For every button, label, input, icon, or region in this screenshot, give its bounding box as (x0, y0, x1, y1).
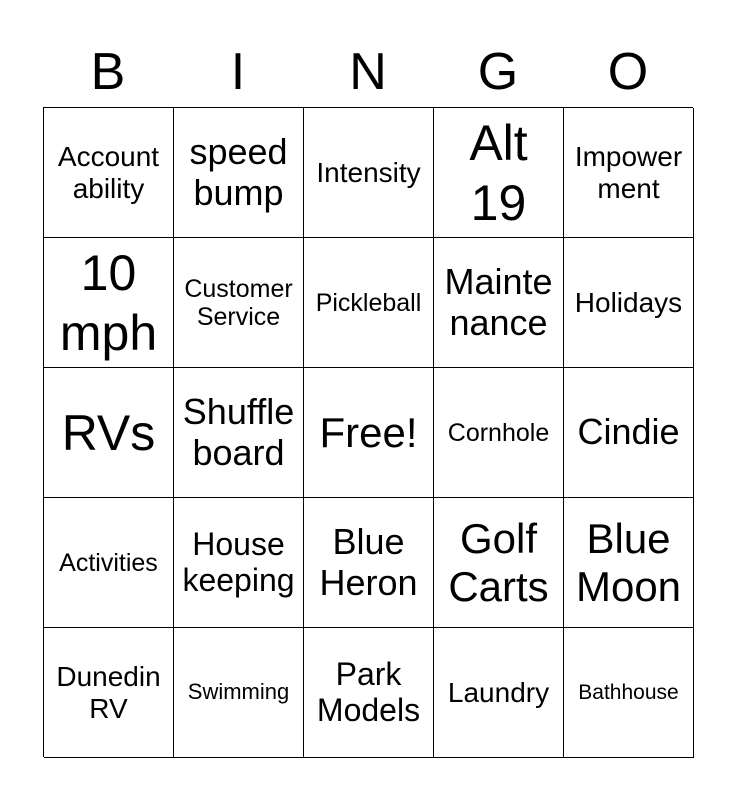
cell-label: Park Models (316, 655, 421, 728)
cell-label: Impower ment (574, 141, 683, 204)
cell-label: Dunedin RV (56, 661, 161, 724)
bingo-cell-r3-c4[interactable] (434, 368, 564, 498)
bingo-cell-r5-c4[interactable] (434, 628, 564, 758)
cell-label: Swimming (187, 679, 290, 705)
bingo-cell-r1-c1[interactable] (44, 108, 174, 238)
header-letter-o: O (607, 43, 649, 101)
bingo-board (43, 107, 693, 757)
cell-label: Bathhouse (578, 680, 679, 704)
bingo-cell-r4-c2[interactable] (174, 498, 304, 628)
bingo-cell-r2-c5[interactable] (564, 238, 694, 368)
bingo-cell-r1-c3[interactable] (304, 108, 434, 238)
bingo-cell-r4-c4[interactable] (434, 498, 564, 628)
bingo-cell-r3-c3[interactable] (304, 368, 434, 498)
cell-label: Holidays (574, 286, 683, 318)
header-letter-b: B (90, 43, 126, 101)
cell-label: Free! (319, 408, 418, 456)
bingo-header (43, 40, 693, 104)
bingo-cell-r5-c3[interactable] (304, 628, 434, 758)
bingo-cell-r2-c4[interactable] (434, 238, 564, 368)
cell-label: House keeping (182, 525, 295, 598)
bingo-cell-r3-c5[interactable] (564, 368, 694, 498)
bingo-cell-r2-c1[interactable] (44, 238, 174, 368)
bingo-cell-r1-c4[interactable] (434, 108, 564, 238)
bingo-cell-r3-c1[interactable] (44, 368, 174, 498)
header-letter-g: G (477, 43, 519, 101)
bingo-cell-r2-c2[interactable] (174, 238, 304, 368)
bingo-cell-r4-c3[interactable] (304, 498, 434, 628)
header-letter-n: N (349, 43, 387, 101)
cell-label: Mainte nance (444, 261, 553, 343)
cell-label: Cindie (577, 411, 680, 453)
bingo-cell-r5-c2[interactable] (174, 628, 304, 758)
cell-label: Blue Moon (575, 515, 682, 610)
cell-label: Golf Carts (448, 515, 549, 610)
bingo-cell-r5-c5[interactable] (564, 628, 694, 758)
cell-label: RVs (61, 404, 156, 461)
cell-label: Intensity (316, 156, 421, 188)
cell-label: Alt 19 (469, 114, 528, 231)
cell-label: Activities (59, 548, 158, 577)
bingo-cell-r2-c3[interactable] (304, 238, 434, 368)
bingo-cell-r3-c2[interactable] (174, 368, 304, 498)
cell-label: Laundry (447, 676, 550, 708)
header-letter-i: I (230, 43, 246, 101)
cell-label: Account ability (57, 141, 160, 204)
cell-label: Blue Heron (319, 521, 418, 603)
cell-label: speed bump (189, 131, 288, 213)
cell-label: 10 mph (59, 244, 158, 361)
cell-label: Shuffle board (182, 391, 295, 473)
cell-label: Pickleball (315, 288, 422, 317)
bingo-cell-r5-c1[interactable] (44, 628, 174, 758)
bingo-cell-r1-c2[interactable] (174, 108, 304, 238)
bingo-cell-r4-c5[interactable] (564, 498, 694, 628)
cell-label: Customer Service (184, 274, 293, 331)
bingo-cell-r1-c5[interactable] (564, 108, 694, 238)
cell-label: Cornhole (447, 418, 550, 447)
bingo-cell-r4-c1[interactable] (44, 498, 174, 628)
